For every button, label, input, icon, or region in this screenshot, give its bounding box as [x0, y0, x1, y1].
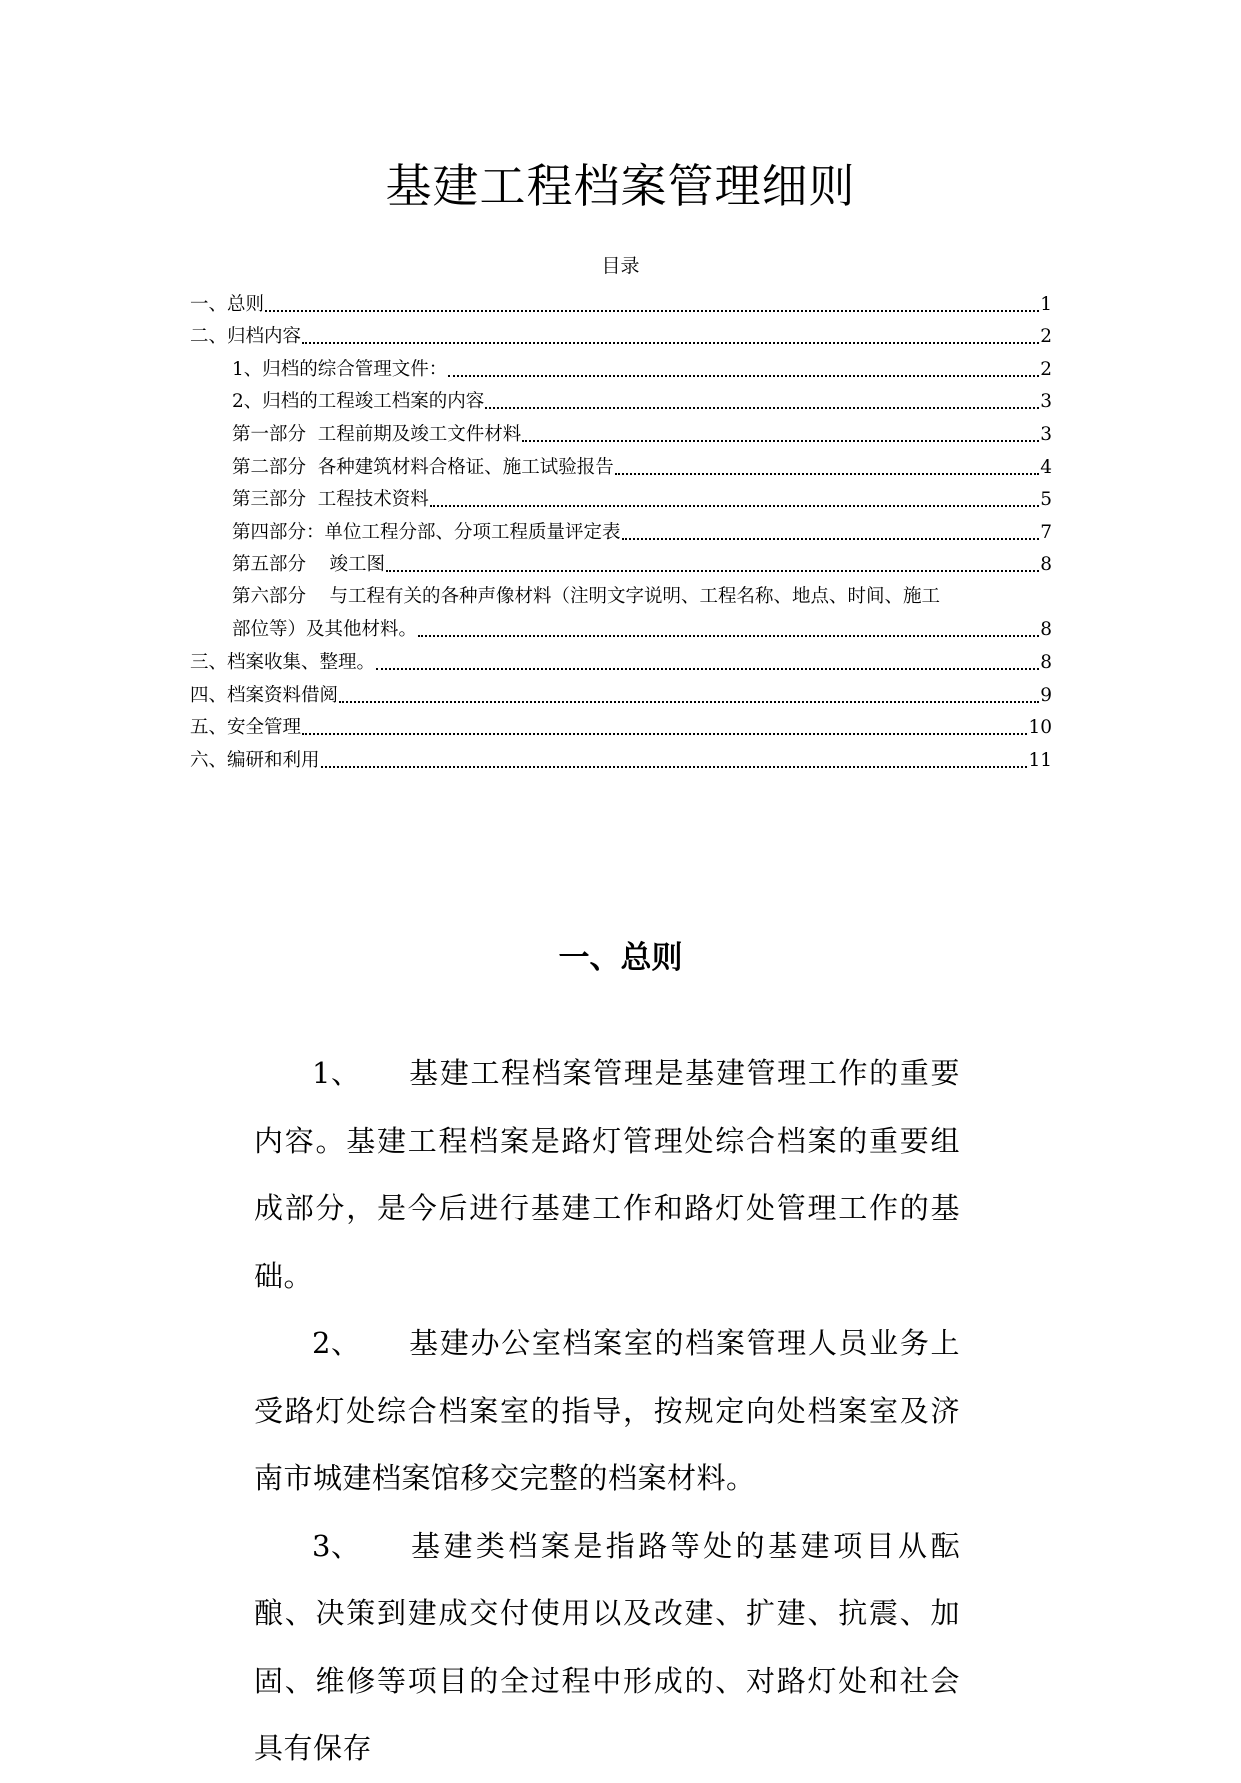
toc-leader: [376, 667, 1039, 670]
toc-entry-page: 2: [1040, 326, 1052, 348]
toc-entry-page: 9: [1040, 684, 1052, 706]
toc-entry-page: 3: [1040, 423, 1052, 445]
toc-leader: [448, 374, 1039, 377]
toc-heading: 目录: [601, 255, 640, 277]
toc-entry-page: 10: [1028, 717, 1052, 739]
toc-leader: [386, 569, 1039, 572]
toc-entry-page: 1: [1040, 293, 1052, 315]
table-of-contents: [190, 285, 1052, 774]
toc-entry-label: 2、归档的工程竣工档案的内容: [232, 391, 485, 413]
toc-leader: [321, 765, 1028, 768]
paragraph-text: 基建办公室档案室的档案管理人员业务上受路灯处综合档案室的指导，按规定向处档案室及济南市城建档案馆移交完整的档案材料。: [254, 1326, 960, 1495]
toc-entry-label-line1: 第六部分 与工程有关的各种声像材料（注明文字说明、工程名称、地点、时间、施工: [232, 586, 941, 608]
toc-entry-label: 第一部分 工程前期及竣工文件材料: [232, 423, 522, 445]
toc-entry[interactable]: [190, 285, 1052, 318]
paragraph-number: 2、: [312, 1326, 361, 1360]
toc-entry-page: 2: [1040, 358, 1052, 380]
toc-entry-page: 8: [1040, 619, 1052, 641]
toc-entry-page: 7: [1040, 521, 1052, 543]
toc-entry-label: 第五部分 竣工图: [232, 554, 386, 576]
toc-leader: [622, 537, 1040, 540]
toc-entry-label: 第二部分 各种建筑材料合格证、施工试验报告: [232, 456, 614, 478]
toc-leader: [265, 309, 1039, 312]
toc-leader: [339, 700, 1039, 703]
toc-entry[interactable]: [190, 415, 1052, 448]
toc-entry[interactable]: [190, 383, 1052, 416]
toc-entry-label: 二、归档内容: [190, 326, 302, 348]
paragraph: [254, 1310, 960, 1513]
toc-entry-label: 五、安全管理: [190, 717, 302, 739]
toc-entry-label: 一、总则: [190, 293, 265, 315]
toc-entry-line2: [232, 611, 1052, 644]
toc-leader: [522, 439, 1039, 442]
toc-entry-page: 8: [1040, 651, 1052, 673]
paragraph: [254, 1040, 960, 1310]
paragraph-number: 3、: [312, 1528, 361, 1563]
paragraph: [254, 1513, 960, 1783]
toc-entry[interactable]: [190, 448, 1052, 481]
paragraph-text: 基建类档案是指路等处的基建项目从酝酿、决策到建成交付使用以及改建、扩建、抗震、加固、维修等项目的全过程中形成的、对路灯处和社会具有保存: [254, 1528, 960, 1765]
toc-entry-label: 六、编研和利用: [190, 749, 320, 771]
toc-leader: [418, 634, 1039, 637]
toc-entry[interactable]: [190, 676, 1052, 709]
toc-entry[interactable]: [190, 709, 1052, 742]
toc-entry-label: 四、档案资料借阅: [190, 684, 339, 706]
toc-entry[interactable]: [190, 481, 1052, 514]
toc-entry-label: 第四部分：单位工程分部、分项工程质量评定表: [232, 521, 621, 543]
toc-entry[interactable]: [190, 578, 1052, 643]
toc-entry-page: 8: [1040, 554, 1052, 576]
paragraph-text: 基建工程档案管理是基建管理工作的重要内容。基建工程档案是路灯管理处综合档案的重要组成部分，是今后进行基建工作和路灯处管理工作的基础。: [254, 1056, 960, 1293]
toc-entry-page: 3: [1040, 391, 1052, 413]
toc-entry-label: 第三部分 工程技术资料: [232, 489, 429, 511]
toc-leader: [485, 406, 1039, 409]
toc-entry-page: 5: [1040, 489, 1052, 511]
toc-entry[interactable]: [190, 513, 1052, 546]
toc-entry[interactable]: [190, 643, 1052, 676]
section-body: [254, 1040, 960, 1783]
toc-leader: [302, 341, 1039, 344]
section-heading: 一、总则: [558, 940, 683, 976]
toc-entry-page: 4: [1040, 456, 1052, 478]
toc-entry[interactable]: [190, 546, 1052, 579]
toc-entry-label: 三、档案收集、整理。: [190, 651, 376, 673]
toc-entry[interactable]: [190, 318, 1052, 351]
toc-entry[interactable]: [190, 741, 1052, 774]
toc-entry-label-line2: 部位等）及其他材料。: [232, 619, 418, 641]
toc-entry-page: 11: [1028, 749, 1052, 771]
toc-leader: [430, 504, 1039, 507]
toc-leader: [615, 472, 1039, 475]
document-title: 基建工程档案管理细则: [385, 159, 856, 213]
paragraph-number: 1、: [312, 1056, 361, 1090]
toc-leader: [302, 732, 1027, 735]
toc-entry-label: 1、归档的综合管理文件：: [232, 358, 448, 380]
toc-entry[interactable]: [190, 350, 1052, 383]
